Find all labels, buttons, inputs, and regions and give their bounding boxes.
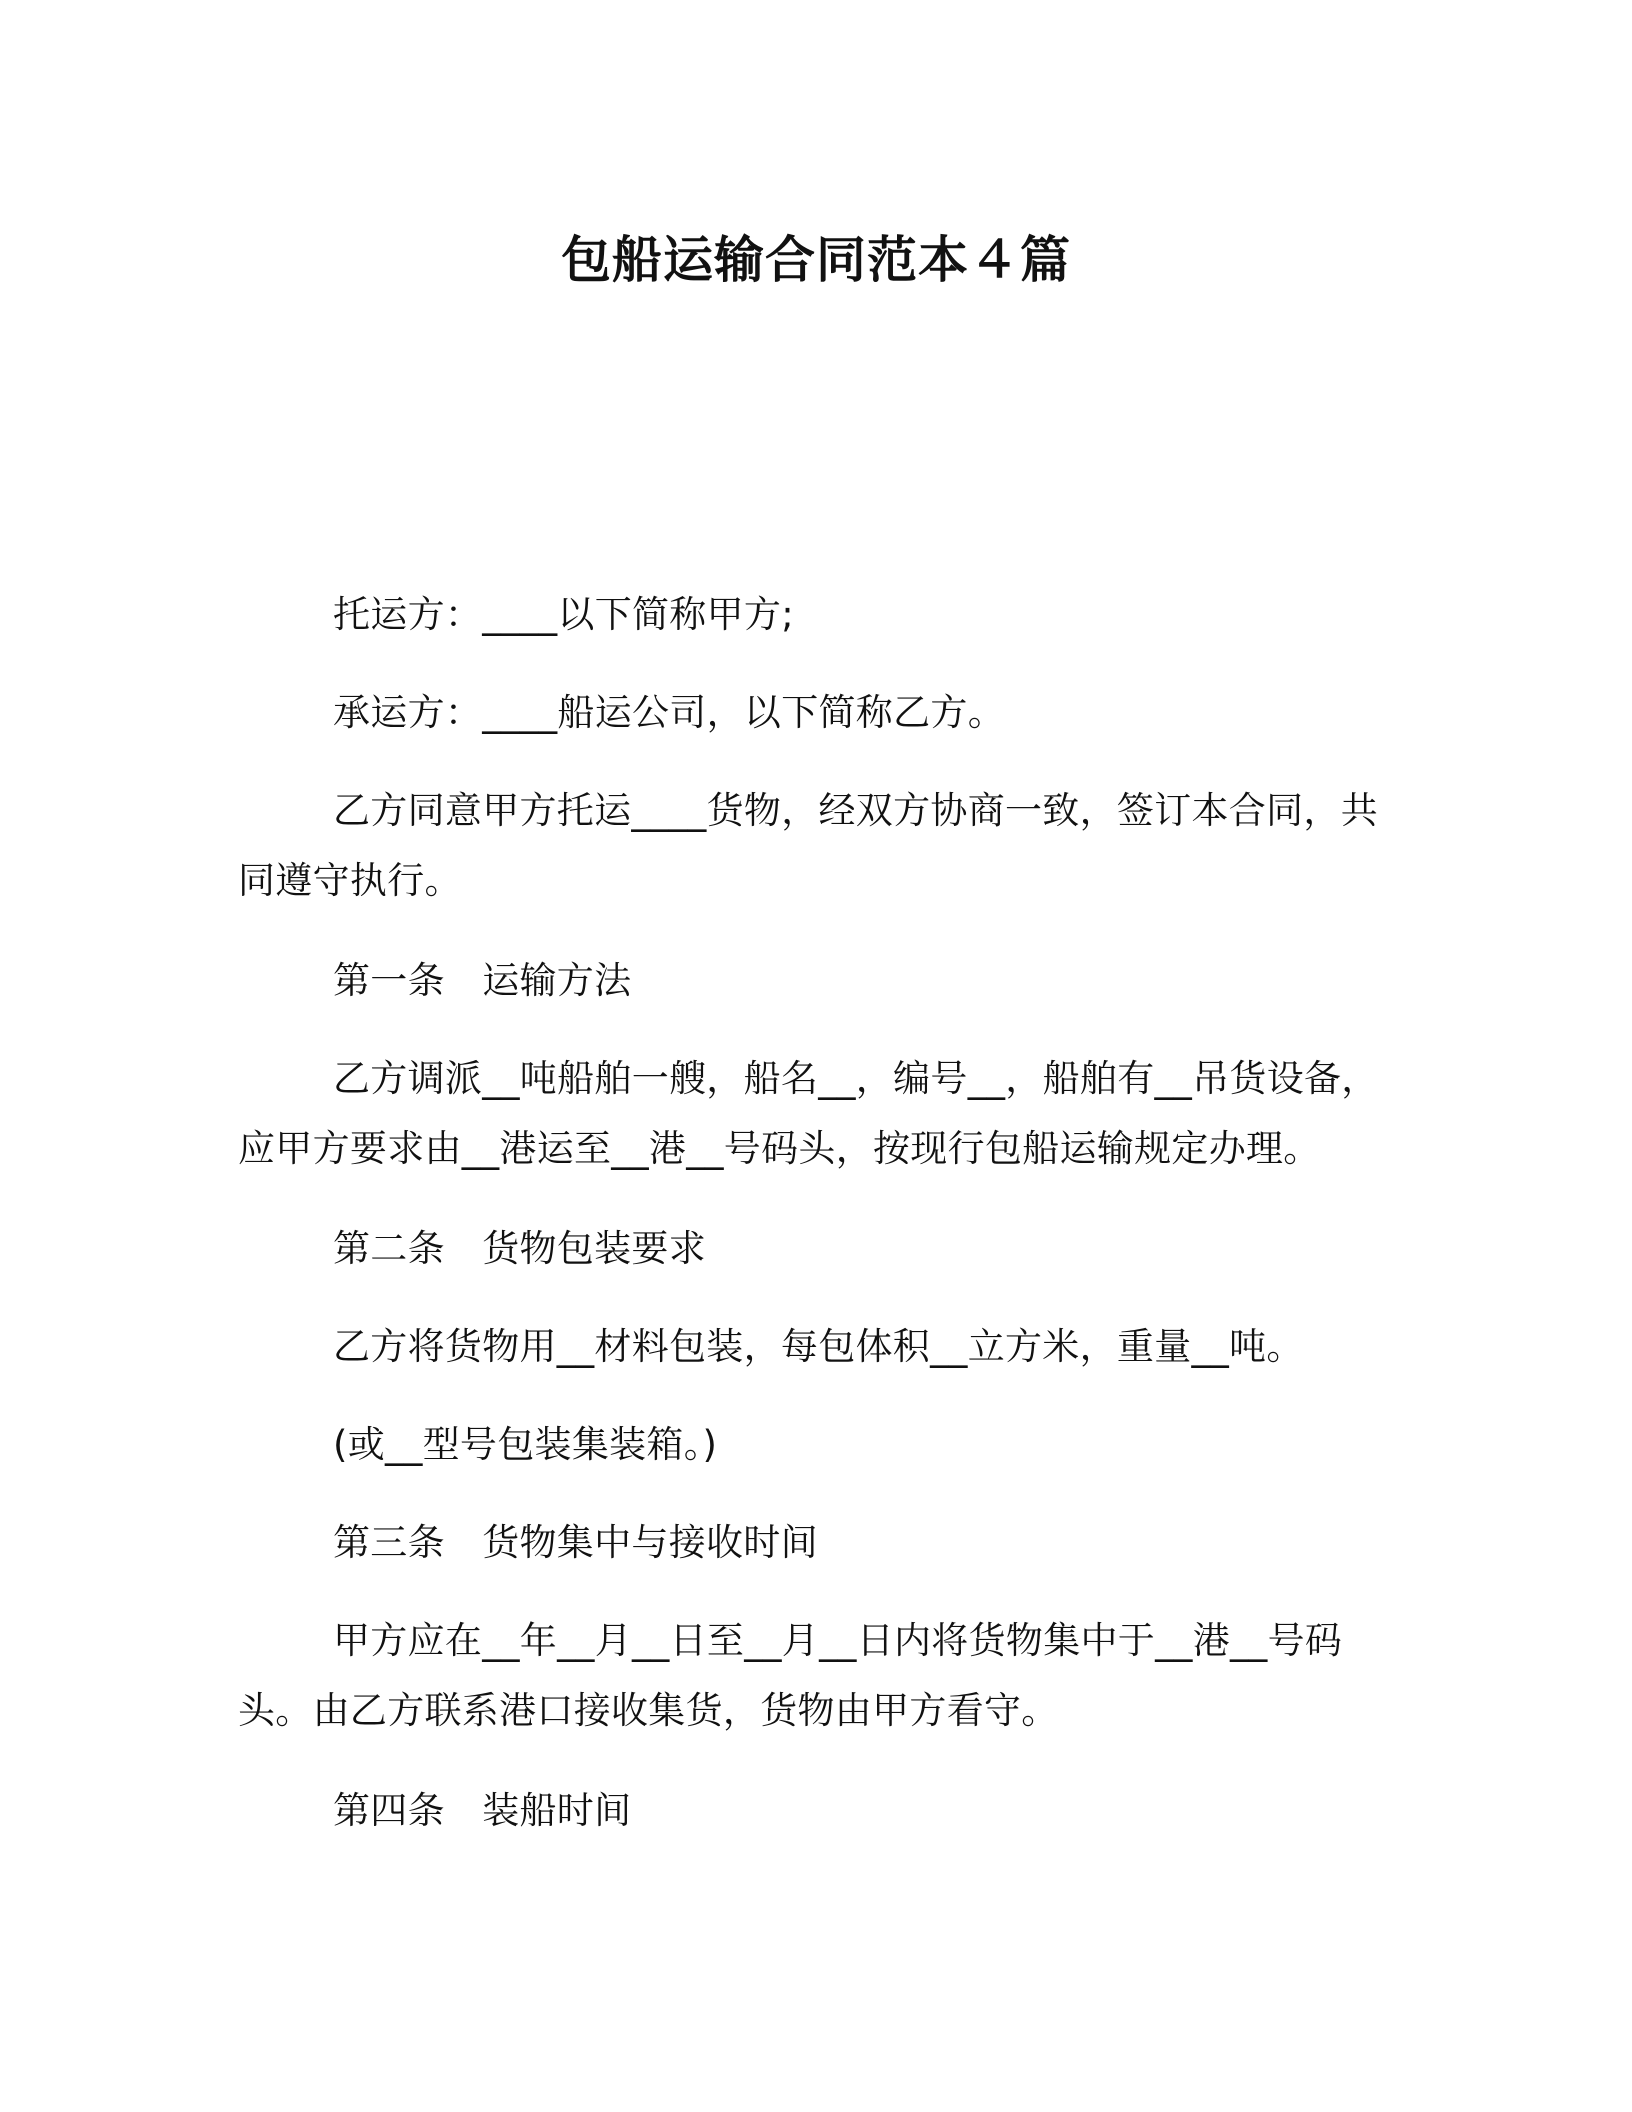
- paragraph-shipper: 托运方：____以下简称甲方;: [333, 593, 794, 636]
- article-3-body: 甲方应在__年__月__日至__月__日内将货物集中于__港__号码头。由乙方联系港口接收集货，货物由甲方看守。: [238, 1619, 1343, 1732]
- article-2-note: (或__型号包装集装箱。): [333, 1423, 718, 1466]
- paragraph-carrier: 承运方：____船运公司，以下简称乙方。: [333, 691, 1005, 734]
- article-2-body: 乙方将货物用__材料包装，每包体积__立方米，重量__吨。: [333, 1325, 1304, 1368]
- article-2-heading: 第二条 货物包装要求: [333, 1227, 706, 1270]
- article-4-heading: 第四条 装船时间: [333, 1789, 632, 1832]
- article-1-body: 乙方调派__吨船舶一艘，船名__，编号__，船舶有__吊货设备，应甲方要求由__港运至__港__号码头，按现行包船运输规定办理。: [238, 1057, 1379, 1170]
- document-title: 包船运输合同范本４篇: [561, 231, 1071, 289]
- article-3-heading: 第三条 货物集中与接收时间: [333, 1521, 818, 1564]
- paragraph-agreement: 乙方同意甲方托运____货物，经双方协商一致，签订本合同，共同遵守执行。: [238, 789, 1378, 902]
- article-1-heading: 第一条 运输方法: [333, 959, 632, 1002]
